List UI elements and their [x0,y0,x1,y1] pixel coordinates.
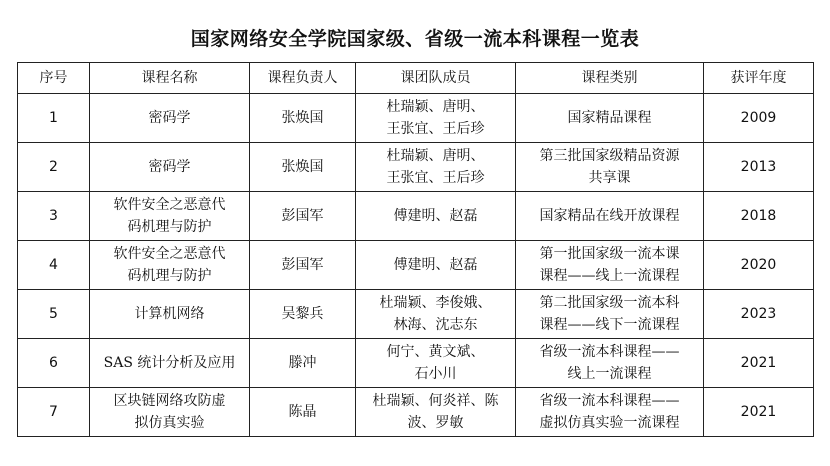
course-name-text: 密码学 [148,110,191,126]
row-serial: 2 [18,143,90,192]
row-year: 2021 [704,388,814,437]
team-members-text: 傅建明、赵磊 [393,257,478,273]
row-category [516,339,704,388]
row-category [516,241,704,290]
row-course-name [90,241,250,290]
row-serial: 5 [18,290,90,339]
row-serial: 4 [18,241,90,290]
row-team-members [356,94,516,143]
row-course-lead: 张焕国 [250,143,356,192]
row-team-members [356,339,516,388]
team-members-text: 傅建明、赵磊 [393,208,478,224]
team-members-text: 杜瑞颖、唐明、 王张宜、王后珍 [386,148,485,186]
page-title: 国家网络安全学院国家级、省级一流本科课程一览表 [190,28,640,50]
row-year: 2020 [704,241,814,290]
header-award-year: 获评年度 [704,63,814,94]
category-text: 第三批国家级精品资源 共享课 [539,148,680,186]
row-course-name [90,339,250,388]
category-text: 省级一流本科课程—— 线上一流课程 [539,344,680,382]
row-course-lead: 吴黎兵 [250,290,356,339]
header-team-members: 课团队成员 [356,63,516,94]
category-text: 国家精品课程 [567,110,652,126]
table-row [18,192,814,241]
row-course-name [90,143,250,192]
course-name-text: 计算机网络 [134,306,205,322]
course-name-text: 软件安全之恶意代 码机理与防护 [113,246,226,284]
header-course-lead: 课程负责人 [250,63,356,94]
team-members-text: 何宁、黄文斌、 石小川 [386,344,485,382]
table-row [18,241,814,290]
row-category [516,192,704,241]
row-serial: 1 [18,94,90,143]
row-category [516,143,704,192]
category-text: 第二批国家级一流本科 课程——线下一流课程 [539,295,680,333]
team-members-text: 杜瑞颖、李俊娥、 林海、沈志东 [379,295,492,333]
header-course-category: 课程类别 [516,63,704,94]
table-row [18,143,814,192]
course-table [17,62,814,437]
team-members-text: 杜瑞颖、唐明、 王张宜、王后珍 [386,99,485,137]
category-text: 国家精品在线开放课程 [539,208,680,224]
row-serial: 6 [18,339,90,388]
header-serial: 序号 [18,63,90,94]
row-team-members [356,388,516,437]
row-category [516,94,704,143]
category-text: 第一批国家级一流本课 课程——线上一流课程 [539,246,680,284]
table-row [18,94,814,143]
category-text: 省级一流本科课程—— 虚拟仿真实验一流课程 [539,393,680,431]
row-course-name [90,94,250,143]
table-row [18,339,814,388]
table-row [18,290,814,339]
row-year: 2013 [704,143,814,192]
row-serial: 3 [18,192,90,241]
row-course-lead: 张焕国 [250,94,356,143]
row-course-name [90,290,250,339]
row-team-members [356,241,516,290]
row-team-members [356,143,516,192]
course-name-text: 区块链网络攻防虚 拟仿真实验 [113,393,226,431]
team-members-text: 杜瑞颖、何炎祥、陈 波、罗敏 [372,393,499,431]
course-name-text: SAS 统计分析及应用 [103,355,236,371]
course-name-text: 密码学 [148,159,191,175]
row-category [516,388,704,437]
row-year: 2018 [704,192,814,241]
row-team-members [356,192,516,241]
row-year: 2009 [704,94,814,143]
row-course-lead: 滕冲 [250,339,356,388]
header-course-name: 课程名称 [90,63,250,94]
row-course-lead: 陈晶 [250,388,356,437]
row-course-lead: 彭国军 [250,241,356,290]
row-course-name [90,388,250,437]
row-team-members [356,290,516,339]
row-category [516,290,704,339]
row-course-lead: 彭国军 [250,192,356,241]
row-course-name [90,192,250,241]
table-row [18,388,814,437]
row-year: 2021 [704,339,814,388]
row-serial: 7 [18,388,90,437]
row-year: 2023 [704,290,814,339]
course-name-text: 软件安全之恶意代 码机理与防护 [113,197,226,235]
table-header-row [18,63,814,94]
